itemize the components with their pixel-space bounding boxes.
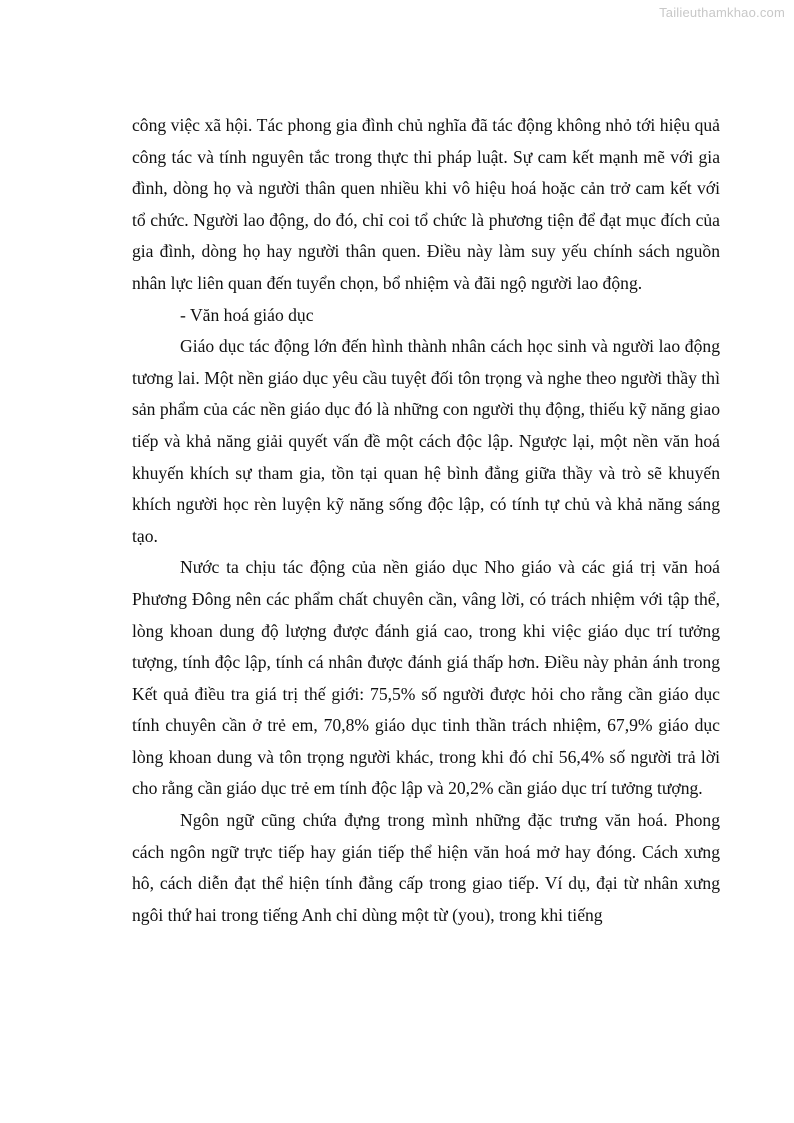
watermark: Tailieuthamkhao.com xyxy=(659,5,785,20)
section-heading-education-culture: - Văn hoá giáo dục xyxy=(180,304,314,325)
paragraph-language-culture: Ngôn ngữ cũng chứa đựng trong mình những đặc trưng văn hoá. Phong cách ngôn ngữ trực tiếp hay gián tiếp thể hiện văn hoá mở hay đóng. Cách xưng hô, cách diễn đạt thể hiện tính đẳng cấp trong giao tiếp. Ví dụ, đại từ nhân xưng ngôi thứ hai trong tiếng Anh chỉ dùng một từ (you), trong khi tiếng xyxy=(132,810,720,925)
paragraph-family-culture: công việc xã hội. Tác phong gia đình chủ nghĩa đã tác động không nhỏ tới hiệu quả công tác và tính nguyên tắc trong thực thi pháp luật. Sự cam kết mạnh mẽ với gia đình, dòng họ và người thân quen nhiều khi vô hiệu hoá hoặc cản trở cam kết với tổ chức. Người lao động, do đó, chỉ coi tổ chức là phương tiện để đạt mục đích của gia đình, dòng họ hay người thân quen. Điều này làm suy yếu chính sách nguồn nhân lực liên quan đến tuyển chọn, bổ nhiệm và đãi ngộ người lao động. xyxy=(132,115,720,293)
document-body xyxy=(132,110,720,931)
paragraph-confucian-education: Nước ta chịu tác động của nền giáo dục Nho giáo và các giá trị văn hoá Phương Đông nên các phẩm chất chuyên cần, vâng lời, có trách nhiệm với tập thể, lòng khoan dung độ lượng được đánh giá cao, trong khi việc giáo dục trí tưởng tượng, tính độc lập, tính cá nhân được đánh giá thấp hơn. Điều này phản ánh trong Kết quả điều tra giá trị thế giới: 75,5% số người được hỏi cho rằng cần giáo dục tính chuyên cần ở trẻ em, 70,8% giáo dục tinh thần trách nhiệm, 67,9% giáo dục lòng khoan dung và tôn trọng người khác, trong khi đó chỉ 56,4% số người trả lời cho rằng cần giáo dục trẻ em tính độc lập và 20,2% cần giáo dục trí tưởng tượng. xyxy=(132,557,720,799)
paragraph-education-impact: Giáo dục tác động lớn đến hình thành nhân cách học sinh và người lao động tương lai. Một nền giáo dục yêu cầu tuyệt đối tôn trọng và nghe theo người thầy thì sản phẩm của các nền giáo dục đó là những con người thụ động, thiếu kỹ năng giao tiếp và khả năng giải quyết vấn đề một cách độc lập. Ngược lại, một nền văn hoá khuyến khích sự tham gia, tồn tại quan hệ bình đẳng giữa thầy và trò sẽ khuyến khích người học rèn luyện kỹ năng sống độc lập, có tính tự chủ và khả năng sáng tạo. xyxy=(132,336,720,546)
